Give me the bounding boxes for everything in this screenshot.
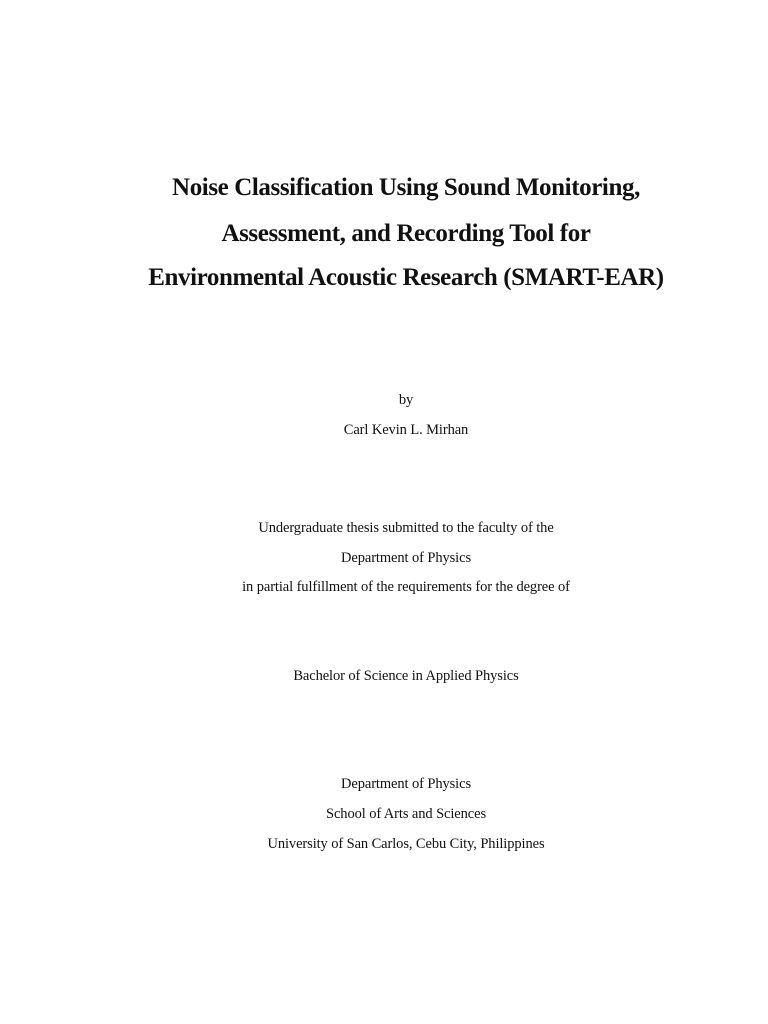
affiliation-school: School of Arts and Sciences bbox=[326, 806, 486, 822]
degree-name: Bachelor of Science in Applied Physics bbox=[293, 668, 519, 684]
submission-line-1: Undergraduate thesis submitted to the faculty of the bbox=[258, 520, 554, 536]
thesis-title-line-3: Environmental Acoustic Research (SMART-EAR) bbox=[148, 264, 664, 291]
submission-line-3: in partial fulfillment of the requirements for the degree of bbox=[242, 579, 570, 595]
thesis-title-line-2: Assessment, and Recording Tool for bbox=[221, 220, 591, 247]
affiliation-university: University of San Carlos, Cebu City, Philippines bbox=[267, 836, 545, 852]
by-label: by bbox=[398, 392, 414, 408]
submission-line-2: Department of Physics bbox=[341, 550, 471, 566]
author-name: Carl Kevin L. Mirhan bbox=[343, 422, 469, 438]
affiliation-department: Department of Physics bbox=[341, 776, 471, 792]
thesis-title-line-1: Noise Classification Using Sound Monitoring, bbox=[172, 174, 640, 201]
